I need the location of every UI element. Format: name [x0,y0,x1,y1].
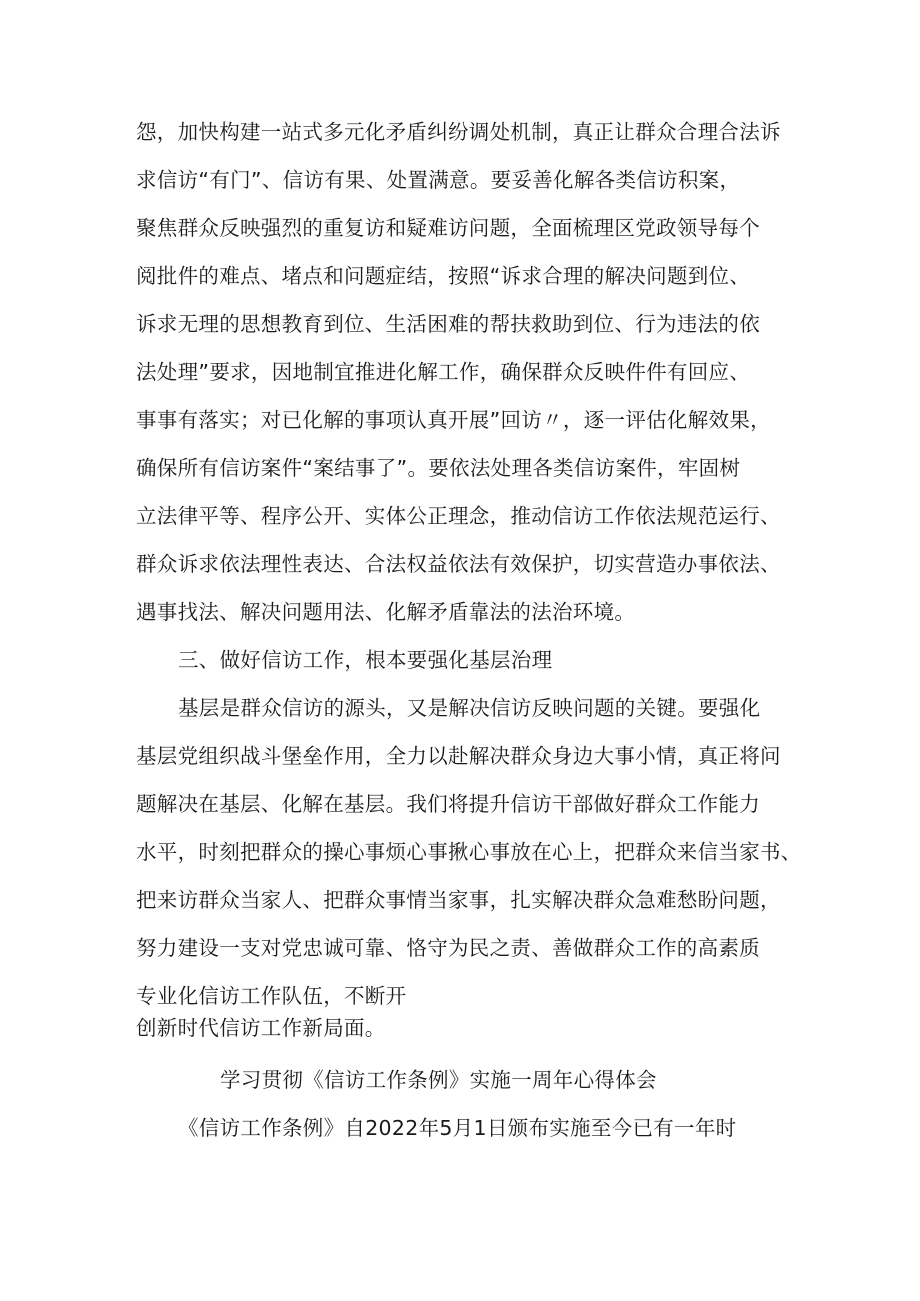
paragraph-line: 基层党组织战斗堡垒作用，全力以赴解决群众身边大事小情，真正将问 [136,744,781,768]
paragraph-line: 群众诉求依法理性表达、合法权益依法有效保护，切实营造办事依法、 [136,552,781,576]
paragraph-line: 立法律平等、程序公开、实体公正理念，推动信访工作依法规范运行、 [136,504,781,528]
paragraph-line: 创新时代信访工作新局面。 [136,1016,386,1040]
paragraph-line: 法处理”要求，因地制宜推进化解工作，确保群众反映件件有回应、 [136,360,751,384]
paragraph-line: 事事有落实；对已化解的事项认真开展”回访〃，逐一评估化解效果， [136,408,771,432]
section-heading: 三、做好信访工作，根本要强化基层治理 [178,648,553,672]
paragraph-line: 水平，时刻把群众的操心事烦心事揪心事放在心上，把群众来信当家书、 [136,840,802,864]
paragraph-line: 专业化信访工作队伍，不断开 [136,984,407,1008]
paragraph-line: 怨，加快构建一站式多元化矛盾纠纷调处机制，真正让群众合理合法诉 [136,120,781,144]
paragraph-line: 题解决在基层、化解在基层。我们将提升信访干部做好群众工作能力 [136,792,760,816]
paragraph-line: 努力建设一支对党忠诚可靠、恪守为民之责、善做群众工作的高素质 [136,936,760,960]
paragraph-line: 确保所有信访案件“案结事了”。要依法处理各类信访案件，牢固树 [136,456,741,480]
paragraph-line: 《信访工作条例》自2022年5月1日颁布实施至今已有一年时 [178,1116,737,1140]
paragraph-line: 诉求无理的思想教育到位、生活困难的帮扶救助到位、行为违法的依 [136,312,760,336]
paragraph-line: 把来访群众当家人、把群众事情当家事，扎实解决群众急难愁盼问题， [136,888,781,912]
paragraph-line: 聚焦群众反映强烈的重复访和疑难访问题，全面梳理区党政领导每个 [136,216,760,240]
paragraph-line: 阅批件的难点、堵点和问题症结，按照“诉求合理的解决问题到位、 [136,264,751,288]
paragraph-line: 求信访“有门”、信访有果、处置满意。要妥善化解各类信访积案， [136,168,741,192]
paragraph-line: 基层是群众信访的源头，又是解决信访反映问题的关键。要强化 [178,696,761,720]
paragraph-line: 遇事找法、解决问题用法、化解矛盾靠法的法治环境。 [136,600,636,624]
article-title: 学习贯彻《信访工作条例》实施一周年心得体会 [220,1068,657,1092]
